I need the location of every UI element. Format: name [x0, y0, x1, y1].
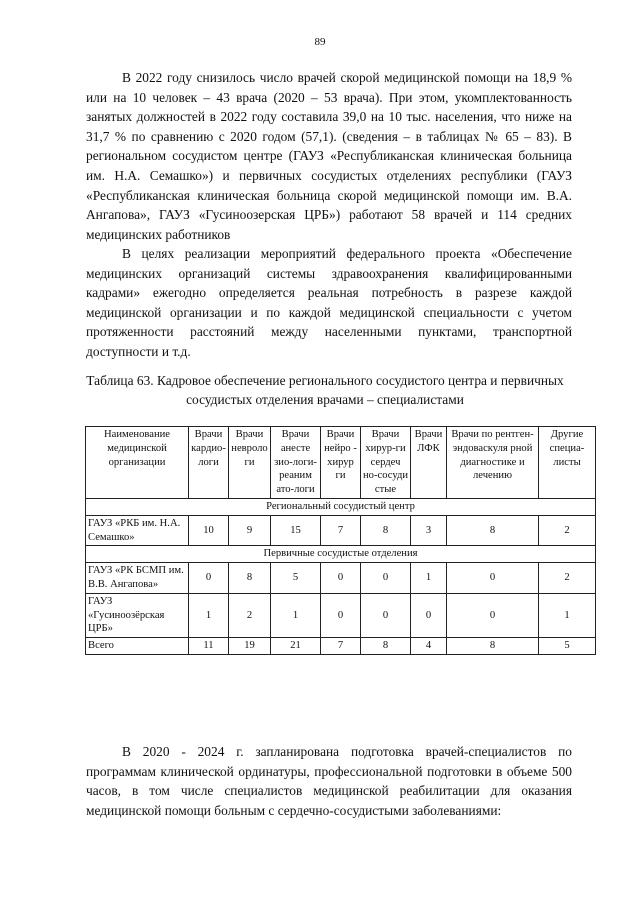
paragraph-training-plan: В 2020 - 2024 г. запланирована подготовка врачей-специалистов по программам клинической ординатуры, профессиональной подготовки в объеме 500 часов, в том числе специалистов медицинской реабилитации для оказания медицинской помощи больным с сердечно-сосудистыми заболеваниями: — [86, 744, 572, 818]
paragraph-ambulance-doctors: В 2022 году снизилось число врачей скорой медицинской помощи на 18,9 % или на 10 человек – 43 врача (2020 – 53 врача). При этом, укомплектованность занятых должностей в 2022 году составила 39,0 на 10 тыс. населения, что ниже на 31,7 % по сравнению с 2020 годом (57,1). (сведения – в таблицах № 65 – 83). В региональном сосудистом центре (ГАУЗ «Республиканская клиническая больница им. Н.А. Семашко») и первичных сосудистых отделениях республики (ГАУЗ «Республиканская клиническая больница скорой медицинской помощи им. В.А. Ангапова», ГАУЗ «Гусиноозерская ЦРБ») работают 58 врачей и 114 средних медицинских работников — [86, 70, 572, 242]
cell-neurologists: 9 — [229, 515, 271, 546]
page-number: 89 — [314, 36, 326, 48]
row-organization: ГАУЗ «Гусиноозёрская ЦРБ» — [86, 593, 189, 637]
cell-neurosurgeons: 0 — [321, 593, 361, 637]
cell-exercise-therapy: 3 — [411, 515, 447, 546]
staffing-table — [85, 426, 596, 655]
cell-exercise-therapy: 0 — [411, 593, 447, 637]
cell-cardiovascular-surgeons: 0 — [361, 563, 411, 594]
row-organization: ГАУЗ «РКБ им. Н.А. Семашко» — [86, 515, 189, 546]
header-cardiovascular-surgeons: Врачи хирур-ги сердеч но-сосуди стые — [361, 427, 411, 499]
cell-cardiovascular-surgeons: 8 — [361, 515, 411, 546]
cell-cardiologists: 1 — [189, 593, 229, 637]
header-cardiologists: Врачи кардио-логи — [189, 427, 229, 499]
header-endovascular: Врачи по рентген-эндоваскуля рной диагностике и лечению — [447, 427, 539, 499]
cell-endovascular: 0 — [447, 593, 539, 637]
cell-endovascular: 8 — [447, 515, 539, 546]
table-row — [86, 563, 596, 594]
cell-cardiovascular-surgeons: 0 — [361, 593, 411, 637]
header-neurologists: Врачи невроло ги — [229, 427, 271, 499]
cell-neurologists: 8 — [229, 563, 271, 594]
section-row-regional — [86, 498, 596, 515]
cell-neurologists: 2 — [229, 593, 271, 637]
cell-other-specialists: 2 — [539, 515, 596, 546]
section-label: Региональный сосудистый центр — [86, 498, 596, 515]
section-label: Первичные сосудистые отделения — [86, 546, 596, 563]
cell-cardiovascular-surgeons: 8 — [361, 638, 411, 655]
cell-cardiologists: 10 — [189, 515, 229, 546]
table-row — [86, 515, 596, 546]
row-organization: ГАУЗ «РК БСМП им. В.В. Ангапова» — [86, 563, 189, 594]
table-caption: Таблица 63. Кадровое обеспечение регионального сосудистого центра и первичных сосудистых отделения врачами – специалистами — [86, 373, 564, 407]
cell-anesthesiologists: 5 — [271, 563, 321, 594]
cell-neurologists: 19 — [229, 638, 271, 655]
cell-neurosurgeons: 0 — [321, 563, 361, 594]
cell-exercise-therapy: 4 — [411, 638, 447, 655]
header-exercise-therapy: Врачи ЛФК — [411, 427, 447, 499]
section-row-primary — [86, 546, 596, 563]
cell-other-specialists: 2 — [539, 563, 596, 594]
cell-exercise-therapy: 1 — [411, 563, 447, 594]
cell-endovascular: 0 — [447, 563, 539, 594]
cell-cardiologists: 11 — [189, 638, 229, 655]
cell-anesthesiologists: 1 — [271, 593, 321, 637]
header-other-specialists: Другие специа-листы — [539, 427, 596, 499]
table-header-row — [86, 427, 596, 499]
row-organization: Всего — [86, 638, 189, 655]
header-organization: Наименование медицинской организации — [86, 427, 189, 499]
cell-anesthesiologists: 15 — [271, 515, 321, 546]
cell-cardiologists: 0 — [189, 563, 229, 594]
cell-neurosurgeons: 7 — [321, 515, 361, 546]
cell-anesthesiologists: 21 — [271, 638, 321, 655]
header-neurosurgeons: Врачи нейро - хирур ги — [321, 427, 361, 499]
cell-other-specialists: 5 — [539, 638, 596, 655]
table-row — [86, 593, 596, 637]
paragraph-federal-project: В целях реализации мероприятий федерального проекта «Обеспечение медицинских организаций системы здравоохранения квалифицированными кадрами» ежегодно определяется реальная потребность в разрезе каждой медицинской организации и по каждой медицинской специальности с учетом протяженности расстояний между населенными пунктами, транспортной доступности и т.д. — [86, 246, 572, 359]
cell-endovascular: 8 — [447, 638, 539, 655]
cell-neurosurgeons: 7 — [321, 638, 361, 655]
cell-other-specialists: 1 — [539, 593, 596, 637]
table-total-row — [86, 638, 596, 655]
header-anesthesiologists: Врачи анесте зио-логи-реаним ато-логи — [271, 427, 321, 499]
